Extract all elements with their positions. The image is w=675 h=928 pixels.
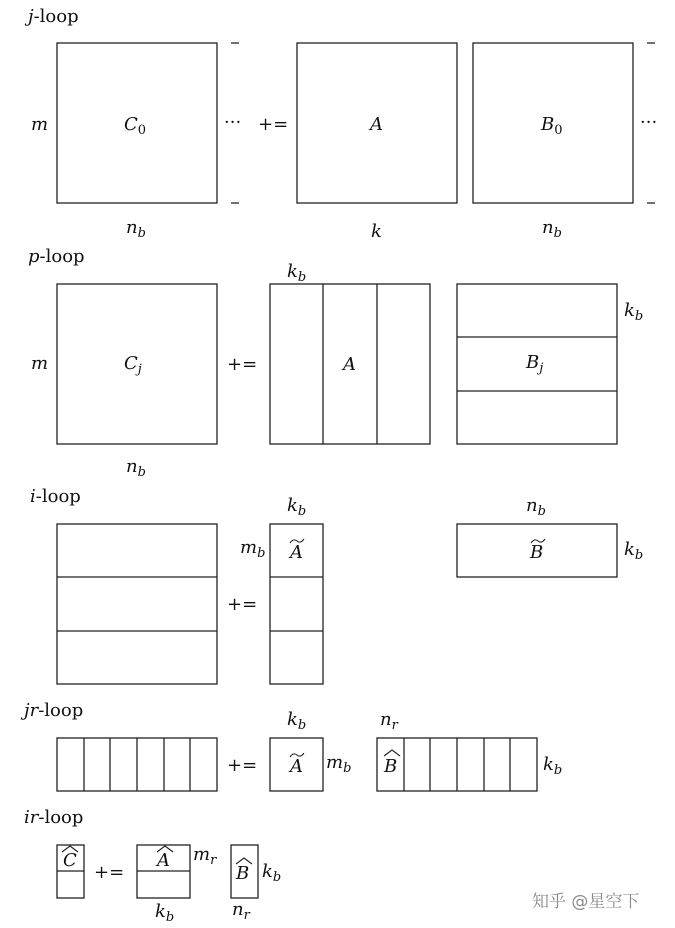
jr-loop-a-tilde-label: A [290,756,303,777]
p-loop-section [28,246,643,480]
j-loop-b0-label: $B_0$ [541,114,563,138]
ir-loop-mr-label: $m_r$ [193,844,217,868]
p-loop-kb-label-a: $k_b$ [287,261,307,285]
j-loop-c0-label: $C_0$ [124,114,147,138]
ir-loop-nr-label: $n_r$ [232,899,250,923]
ir-loop-plus-equals: += [94,862,125,883]
j-loop-plus-equals: += [258,114,289,135]
p-loop-title: p-loop [28,246,85,267]
j-loop-ellipsis-c: ··· [224,112,242,133]
jr-loop-title: jr-loop [24,700,84,721]
p-loop-cj-label: $C_j$ [124,353,142,377]
watermark: 知乎 @星空下 [532,892,640,912]
j-loop-title: j-loop [28,6,79,27]
j-loop-k-label: k [371,221,382,242]
j-loop-m-label: m [31,114,49,135]
ir-loop-kb-label-b: $k_b$ [262,861,282,885]
p-loop-nb-label: $n_b$ [126,456,146,480]
ir-loop-a-hat-label: A [157,850,170,871]
i-loop-nb-label: $n_b$ [526,495,546,519]
ir-loop-c-hat-label: C [63,850,77,871]
i-loop-c-block [57,524,217,684]
i-loop-kb-label-b: $k_b$ [624,539,644,563]
p-loop-a-label: A [343,354,356,375]
jr-loop-b-hat-label: B [384,756,398,777]
p-loop-bj-label: $B_j$ [526,352,544,376]
jr-loop-nr-label: $n_r$ [380,709,398,733]
i-loop-title: i-loop [30,486,81,507]
i-loop-plus-equals: += [227,594,258,615]
i-loop-kb-label-a: $k_b$ [287,495,307,519]
p-loop-plus-equals: += [227,354,258,375]
i-loop-b-tilde-label: B [530,542,544,563]
i-loop-a-tilde-label: A [290,542,303,563]
p-loop-m-label: m [31,353,49,374]
jr-loop-section [20,700,562,791]
jr-loop-plus-equals: += [227,755,258,776]
p-loop-kb-label-b: $k_b$ [624,300,644,324]
ir-loop-kb-label-a: $k_b$ [155,901,175,925]
jr-loop-mb-label: $m_b$ [326,752,352,776]
j-loop-nb-label-c: $n_b$ [126,217,146,241]
ir-loop-title: ir-loop [24,807,84,828]
j-loop-ellipsis-b: ··· [640,112,658,133]
jr-loop-kb-label-b: $k_b$ [543,754,563,778]
j-loop-nb-label-b: $n_b$ [542,217,562,241]
i-loop-mb-label: $m_b$ [240,537,266,561]
j-loop-section [24,6,657,242]
ir-loop-section [24,807,281,925]
jr-loop-kb-label-a: $k_b$ [287,709,307,733]
i-loop-section [30,486,643,684]
j-loop-a-label: A [370,114,383,135]
ir-loop-b-hat-label: B [236,863,250,884]
